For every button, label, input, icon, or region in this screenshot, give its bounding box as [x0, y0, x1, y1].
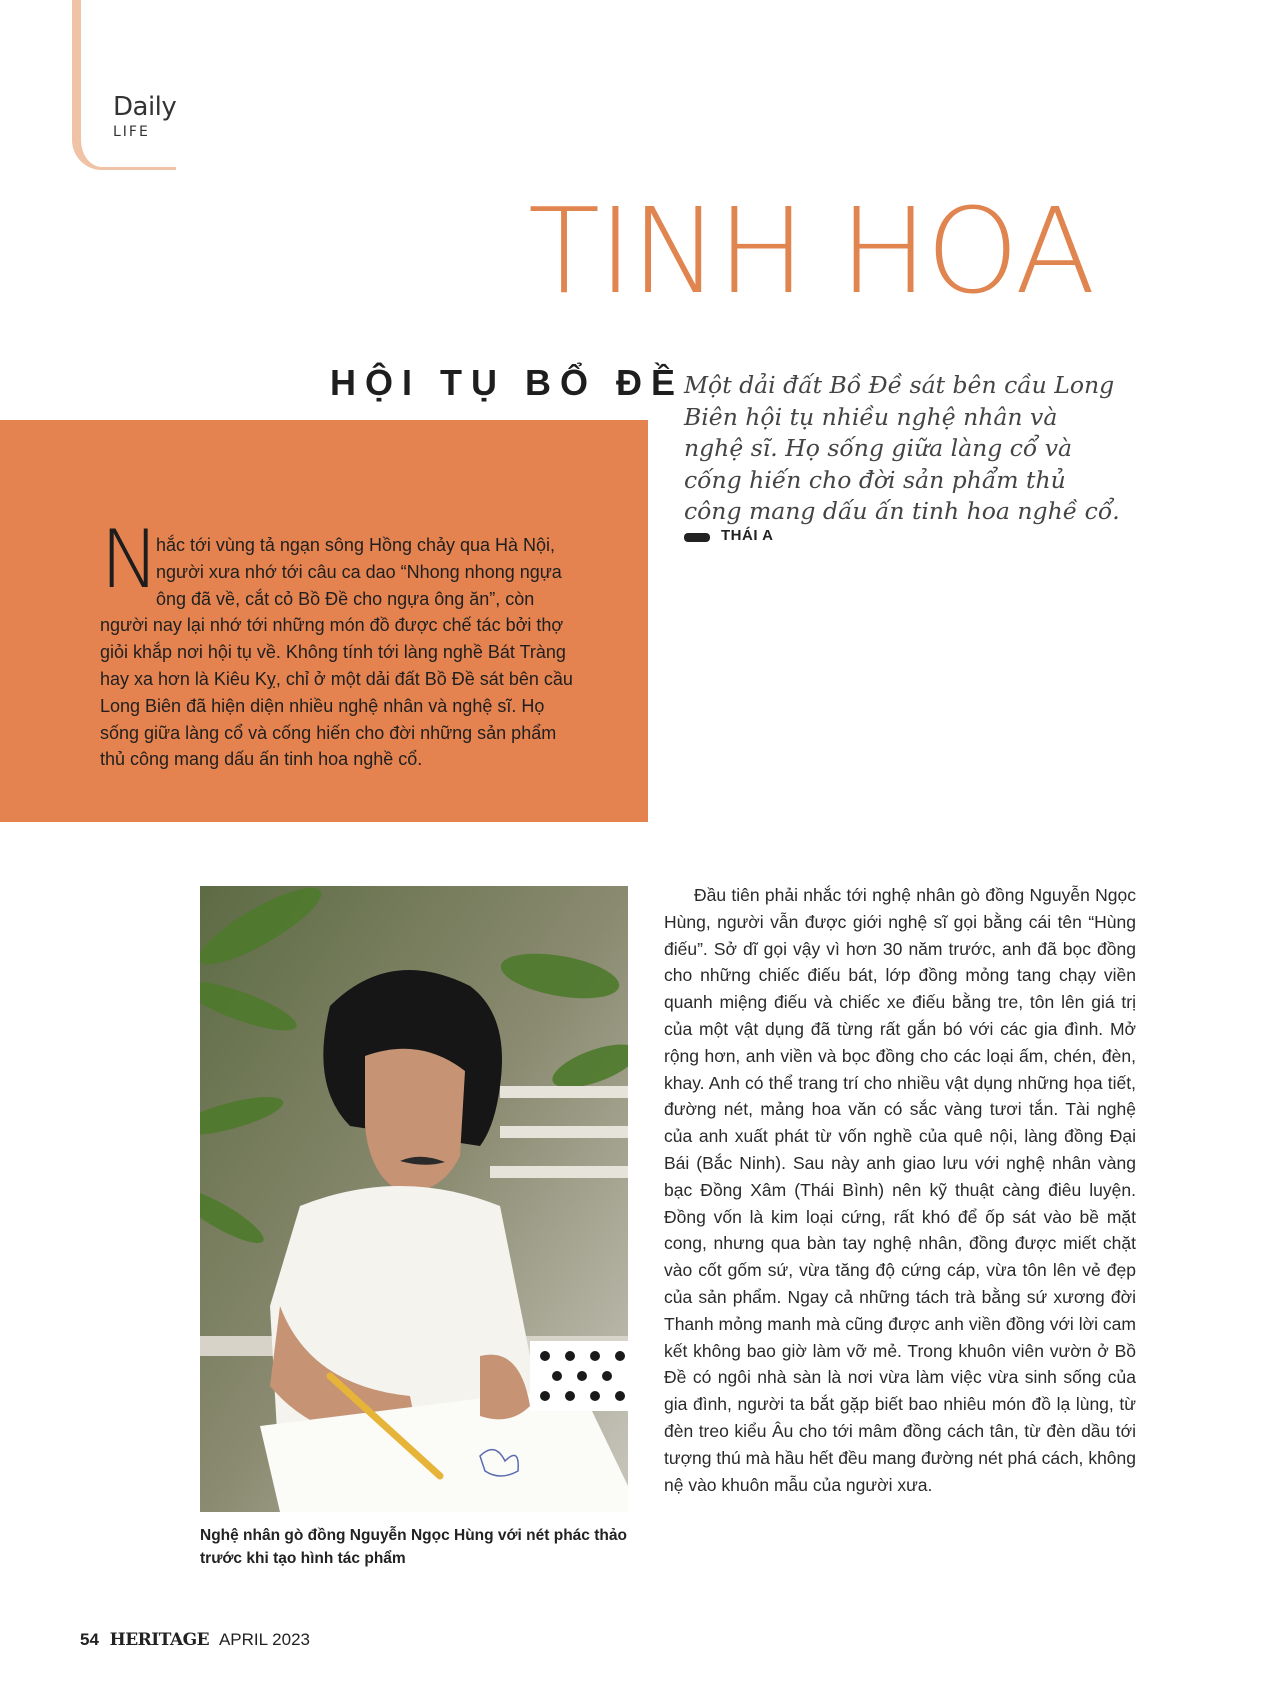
- lede-paragraph: [100, 532, 576, 773]
- page-footer: [80, 1630, 310, 1650]
- section-tab-bracket: [72, 0, 176, 170]
- lede-text: hắc tới vùng tả ngạn sông Hồng chảy qua Hà Nội, người xưa nhớ tới câu ca dao “Nhong nhong ngựa ông đã về, cắt cỏ Bồ Đề cho ngựa ông ăn”, còn người nay lại nhớ tới những món đồ được chế tác bởi thợ giỏi khắp nơi hội tụ về. Không tính tới làng nghề Bát Tràng hay xa hơn là Kiêu Kỵ, chỉ ở một dải đất Bồ Đề sát bên cầu Long Biên đã hiện diện nhiều nghệ nhân và nghệ sĩ. Họ sống giữa làng cổ và cống hiến cho đời những sản phẩm thủ công mang dấu ấn tinh hoa nghề cổ.: [100, 535, 573, 770]
- section-label-daily: Daily: [113, 92, 177, 122]
- byline-marker: [684, 533, 710, 542]
- drop-cap: N: [100, 513, 160, 606]
- page-number: 54: [80, 1630, 99, 1649]
- artisan-illustration: [200, 886, 628, 1512]
- article-subtitle: HỘI TỤ BỔ ĐỀ: [330, 362, 685, 403]
- artisan-photo: [200, 886, 628, 1512]
- body-paragraph: Đầu tiên phải nhắc tới nghệ nhân gò đồng Nguyễn Ngọc Hùng, người vẫn được giới nghệ sĩ gọi bằng cái tên “Hùng điếu”. Sở dĩ gọi vậy vì hơn 30 năm trước, anh đã bọc đồng cho những chiếc điếu bát, lớp đồng mỏng tang chạy viền quanh miệng điếu và chiếc xe điếu bằng tre, tôn lên giá trị của một vật dụng đã từng rất gắn bó với các gia đình. Mở rộng hơn, anh viền và bọc đồng cho các loại ấm, chén, đèn, khay. Anh có thể trang trí cho nhiều vật dụng những họa tiết, đường nét, mảng hoa văn có sắc vàng tươi tắn. Tài nghệ của anh xuất phát từ vốn nghề của quê nội, làng đồng Đại Bái (Bắc Ninh). Sau này anh giao lưu với nghệ nhân vàng bạc Đồng Xâm (Thái Bình) nên kỹ thuật càng điêu luyện. Đồng vốn là kim loại cứng, rất khó để ốp sát vào bề mặt cong, nhưng qua bàn tay nghệ nhân, đồng được miết chặt vào cốt gốm sứ, vừa tăng độ cứng cáp, vừa tôn lên vẻ đẹp của sản phẩm. Ngay cả những tách trà bằng sứ xương đời Thanh mỏng manh mà cũng được anh viền đồng với lời cam kết không bao giờ làm vỡ mẻ. Trong khuôn viên vườn ở Bồ Đề có ngôi nhà sàn là nơi vừa làm việc vừa sinh sống của gia đình, người ta bắt gặp biết bao nhiêu món đồ lạ lùng, từ đèn treo kiểu Âu cho tới mâm đồng cách tân, từ đèn dầu tới tượng thú mà hầu hết đều mang đường nét phá cách, không nệ vào khuôn mẫu của người xưa.: [664, 885, 1136, 1495]
- photo-caption: Nghệ nhân gò đồng Nguyễn Ngọc Hùng với nét phác thảo trước khi tạo hình tác phẩm: [200, 1527, 627, 1567]
- section-label-life: LIFE: [113, 124, 150, 140]
- byline-author: THÁI A: [721, 527, 774, 544]
- article-deck: Một dải đất Bồ Đề sát bên cầu Long Biên hội tụ nhiều nghệ nhân và nghệ sĩ. Họ sống giữa làng cổ và cống hiến cho đời sản phẩm thủ công mang dấu ấn tinh hoa nghề cổ.: [684, 371, 1120, 525]
- issue-date: APRIL 2023: [218, 1630, 310, 1649]
- magazine-name: HERITAGE: [109, 1630, 210, 1650]
- article-title: TINH HOA: [528, 182, 1094, 320]
